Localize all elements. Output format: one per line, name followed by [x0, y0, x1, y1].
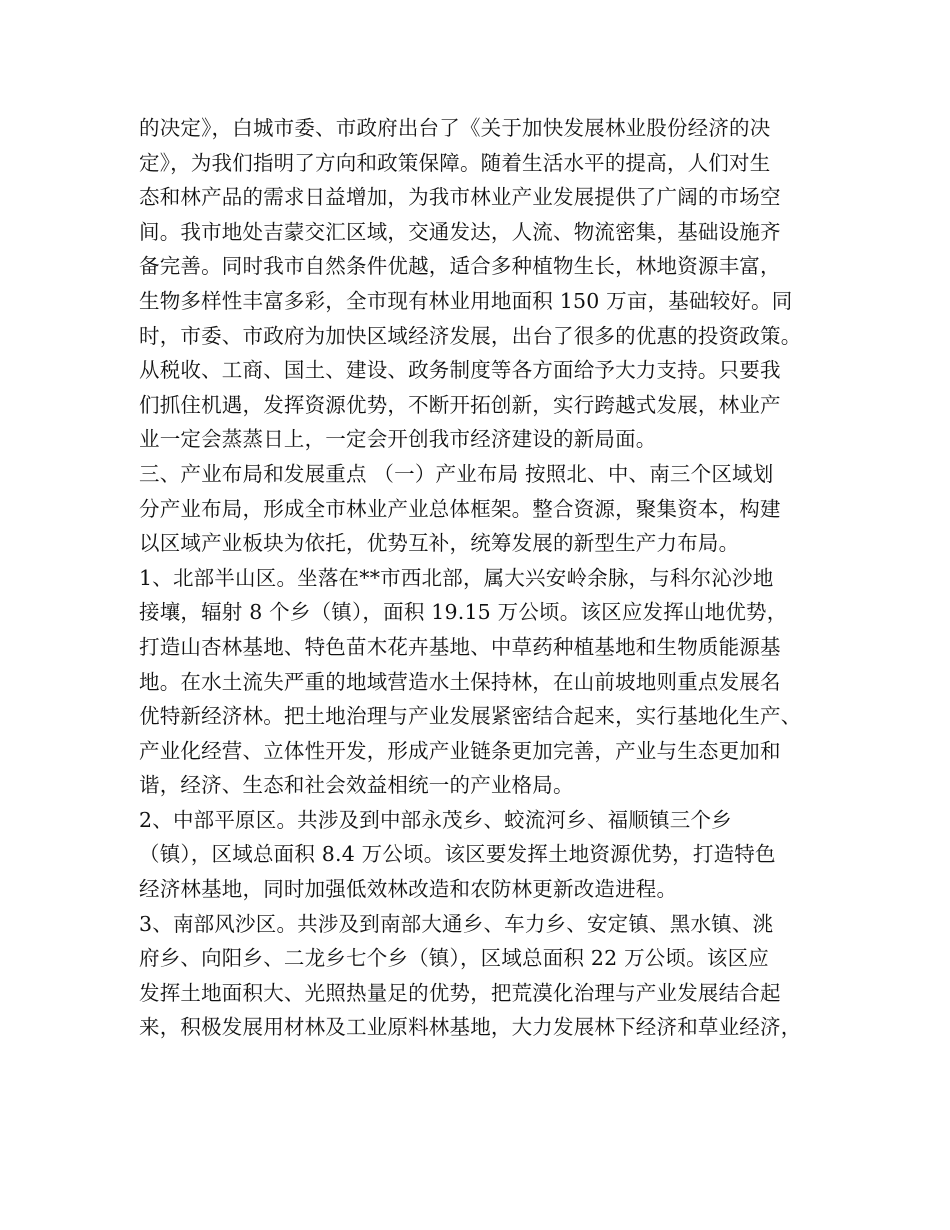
text-line: 谐，经济、生态和社会效益相统一的产业格局。: [139, 773, 574, 798]
text-line: 接壤，辐射 8 个乡（镇），面积 19.15 万公顷。该区应发挥山地优势，: [139, 600, 788, 625]
text-line: 产业化经营、立体性开发，形成产业链条更加完善，产业与生态更加和: [139, 738, 781, 763]
list-item-line: 1、北部半山区。坐落在**市西北部，属大兴安岭余脉，与科尔沁沙地: [139, 565, 774, 590]
text-line: 间。我市地处吉蒙交汇区域，交通发达，人流、物流密集，基础设施齐: [139, 219, 781, 244]
text-line: （镇），区域总面积 8.4 万公顷。该区要发挥土地资源优势，打造特色: [139, 842, 776, 867]
text-line: 经济林基地，同时加强低效林改造和农防林更新改造进程。: [139, 877, 678, 902]
text-line: 态和林产品的需求日益增加，为我市林业产业发展提供了广阔的市场空: [139, 185, 781, 210]
text-line: 的决定》，白城市委、市政府出台了《关于加快发展林业股份经济的决: [139, 116, 771, 140]
text-line: 定》，为我们指明了方向和政策保障。随着生活水平的提高，人们对生: [139, 150, 771, 175]
list-item-line: 2、中部平原区。共涉及到中部永茂乡、蛟流河乡、福顺镇三个乡: [139, 807, 732, 832]
document-body: [139, 111, 819, 1045]
text-line: 时，市委、市政府为加快区域经济发展，出台了很多的优惠的投资政策。: [139, 323, 802, 348]
text-line: 们抓住机遇，发挥资源优势，不断开拓创新，实行跨越式发展，林业产: [139, 392, 781, 417]
text-line: 分产业布局，形成全市林业产业总体框架。整合资源，聚集资本，构建: [139, 496, 781, 521]
text-line: 优特新经济林。把土地治理与产业发展紧密结合起来，实行基地化生产、: [139, 704, 802, 729]
text-line: 地。在水土流失严重的地域营造水土保持林，在山前坡地则重点发展名: [139, 669, 781, 694]
text-line: 备完善。同时我市自然条件优越，适合多种植物生长，林地资源丰富，: [139, 254, 781, 279]
text-line: 打造山杏林基地、特色苗木花卉基地、中草药种植基地和生物质能源基: [139, 634, 781, 659]
text-line: 发挥土地面积大、光照热量足的优势，把荒漠化治理与产业发展结合起: [139, 980, 781, 1005]
text-line: 业一定会蒸蒸日上，一定会开创我市经济建设的新局面。: [139, 427, 657, 452]
section-heading-line: 三、产业布局和发展重点 （一）产业布局 按照北、中、南三个区域划: [139, 461, 774, 486]
text-line: 生物多样性丰富多彩，全市现有林业用地面积 150 万亩，基础较好。同: [139, 288, 793, 313]
text-line: 来，积极发展用材林及工业原料林基地，大力发展林下经济和草业经济，: [139, 1015, 802, 1040]
text-line: 从税收、工商、国土、建设、政务制度等各方面给予大力支持。只要我: [139, 358, 781, 383]
list-item-line: 3、南部风沙区。共涉及到南部大通乡、车力乡、安定镇、黑水镇、洮: [139, 911, 774, 936]
text-line: 以区域产业板块为依托，优势互补，统筹发展的新型生产力布局。: [139, 531, 740, 556]
text-line: 府乡、向阳乡、二龙乡七个乡（镇），区域总面积 22 万公顷。该区应: [139, 946, 769, 971]
